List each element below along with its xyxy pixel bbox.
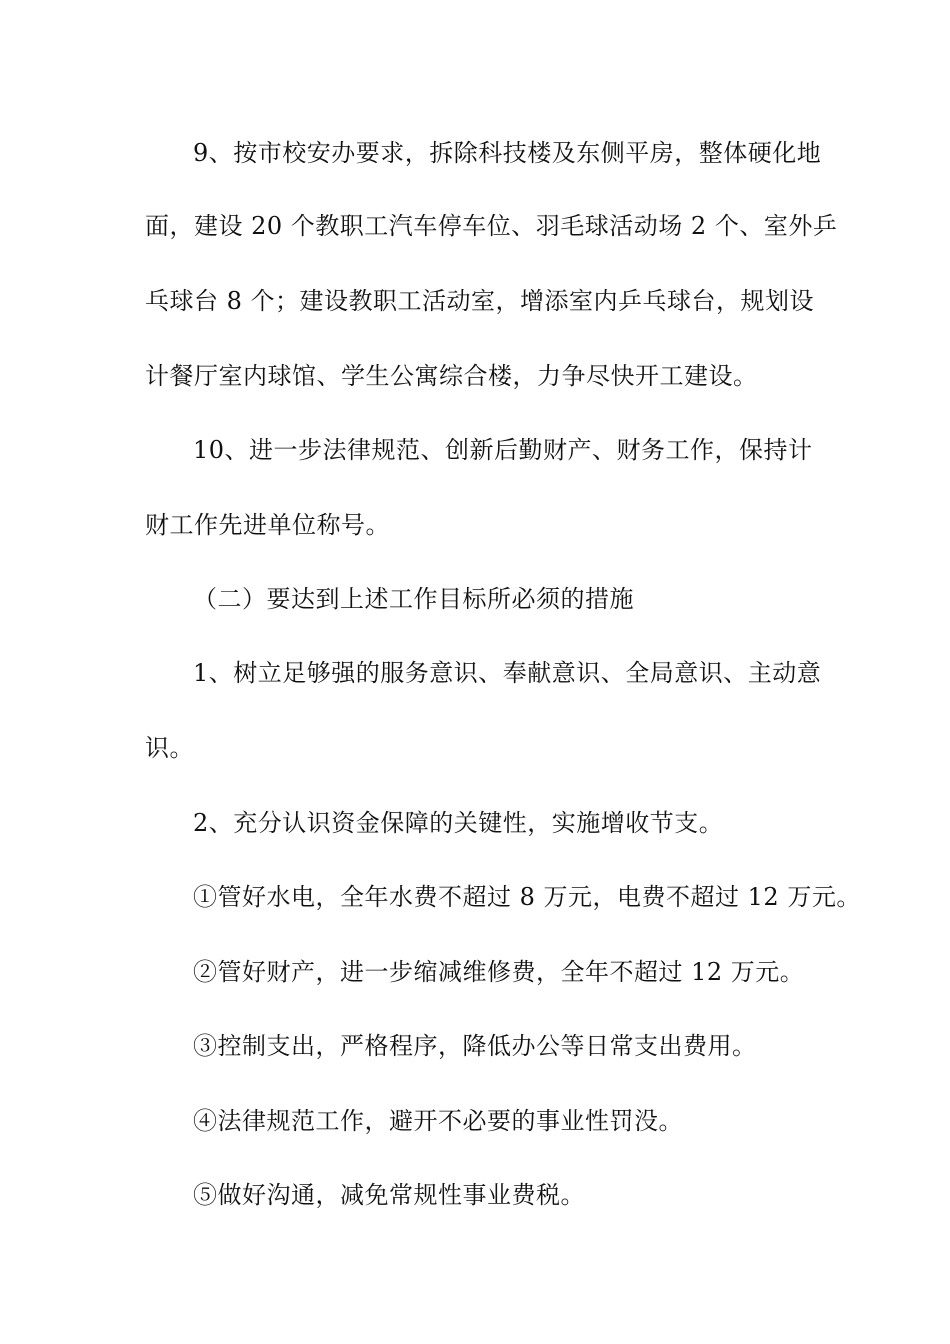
paragraph-9-line-3: 乓球台 8 个；建设教职工活动室，增添室内乒乓球台，规划设 — [145, 287, 815, 315]
paragraph-10-line-2: 财工作先进单位称号。 — [145, 511, 390, 539]
measure-2-item-2: ②管好财产，进一步缩减维修费，全年不超过 12 万元。 — [193, 958, 805, 986]
paragraph-9-line-2: 面，建设 20 个教职工汽车停车位、羽毛球活动场 2 个、室外乒 — [145, 212, 838, 240]
paragraph-9-line-4: 计餐厅室内球馆、学生公寓综合楼，力争尽快开工建设。 — [145, 362, 758, 390]
measure-2-item-1: ①管好水电，全年水费不超过 8 万元，电费不超过 12 万元。 — [193, 883, 861, 911]
section-heading: （二）要达到上述工作目标所必须的措施 — [193, 585, 634, 613]
paragraph-10-line-1: 10、进一步法律规范、创新后勤财产、财务工作，保持计 — [193, 436, 813, 464]
measure-2-item-5: ⑤做好沟通，减免常规性事业费税。 — [193, 1181, 585, 1209]
measure-2-item-3: ③控制支出，严格程序，降低办公等日常支出费用。 — [193, 1032, 757, 1060]
measure-1-line-2: 识。 — [145, 734, 194, 762]
paragraph-9-line-1: 9、按市校安办要求，拆除科技楼及东侧平房，整体硬化地 — [193, 139, 822, 167]
measure-1-line-1: 1、树立足够强的服务意识、奉献意识、全局意识、主动意 — [193, 659, 822, 687]
measure-2-item-4: ④法律规范工作，避开不必要的事业性罚没。 — [193, 1107, 683, 1135]
measure-2: 2、充分认识资金保障的关键性，实施增收节支。 — [193, 809, 724, 837]
